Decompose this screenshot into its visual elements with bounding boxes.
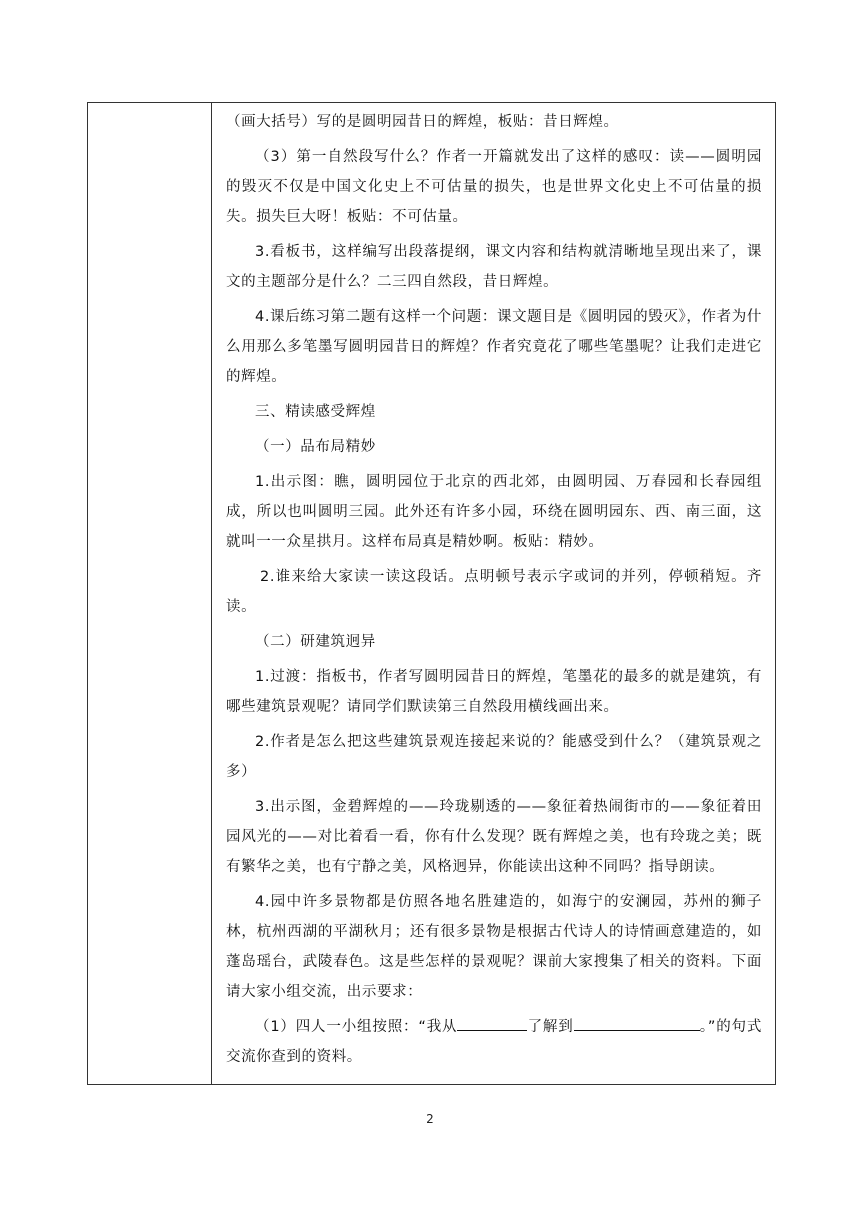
paragraph: 2.谁来给大家读一读这段话。点明顿号表示字或词的并列，停顿稍短。齐读。 [226, 569, 762, 615]
table-right-column [212, 103, 775, 1084]
lesson-content [226, 103, 762, 1072]
subsection-heading: （二）研建筑迥异 [255, 634, 376, 650]
paragraph: 2.作者是怎么把这些建筑景观连接起来说的？能感受到什么？（建筑景观之多） [226, 734, 762, 780]
fill-in-blank [574, 1014, 700, 1031]
section-heading: 三、精读感受辉煌 [255, 404, 376, 420]
paragraph: （3）第一自然段写什么？作者一开篇就发出了这样的感叹：读——圆明园的毁灭不仅是中国文化史上不可估量的损失，也是世界文化史上不可估量的损失。损失巨大呀！板贴：不可估量。 [226, 149, 762, 225]
paragraph: 3.看板书，这样编写出段落提纲，课文内容和结构就清晰地呈现出来了，课文的主题部分是什么？二三四自然段，昔日辉煌。 [226, 244, 762, 290]
paragraph-text: 。”的句式交流你查到的资料。 [226, 1019, 762, 1065]
paragraph: 1.出示图：瞧，圆明园位于北京的西北郊，由圆明园、万春园和长春园组成，所以也叫圆明三园。此外还有许多小园，环绕在圆明园东、西、南三面，这就叫一一众星拱月。这样布局真是精妙啊。板贴：精妙。 [226, 474, 762, 550]
paragraph-text: 了解到 [527, 1019, 574, 1035]
subsection-heading: （一）品布局精妙 [255, 439, 376, 455]
page-number: 2 [426, 1112, 434, 1126]
paragraph-with-blanks [226, 1012, 762, 1072]
paragraph: 3.出示图，金碧辉煌的——玲珑剔透的——象征着热闹街市的——象征着田园风光的——对比着看一看，你有什么发现？既有辉煌之美，也有玲珑之美；既有繁华之美，也有宁静之美，风格迥异，你能读出这种不同吗？指导朗读。 [226, 799, 762, 875]
paragraph-text: （1）四人一小组按照：“我从 [255, 1019, 458, 1035]
table-left-column [88, 103, 212, 1084]
lesson-table [87, 102, 776, 1085]
paragraph: 1.过渡：指板书，作者写圆明园昔日的辉煌，笔墨花的最多的就是建筑，有哪些建筑景观呢？请同学们默读第三自然段用横线画出来。 [226, 669, 762, 715]
fill-in-blank [457, 1014, 527, 1031]
paragraph: （画大括号）写的是圆明园昔日的辉煌，板贴：昔日辉煌。 [226, 114, 619, 130]
paragraph: 4.园中许多景物都是仿照各地名胜建造的，如海宁的安澜园，苏州的狮子林，杭州西湖的平湖秋月；还有很多景物是根据古代诗人的诗情画意建造的，如蓬岛瑶台，武陵春色。这是些怎样的景观呢？课前大家搜集了相关的资料。下面请大家小组交流，出示要求： [226, 894, 762, 1000]
paragraph: 4.课后练习第二题有这样一个问题：课文题目是《圆明园的毁灭》，作者为什么用那么多笔墨写圆明园昔日的辉煌？作者究竟花了哪些笔墨呢？让我们走进它的辉煌。 [226, 309, 762, 385]
